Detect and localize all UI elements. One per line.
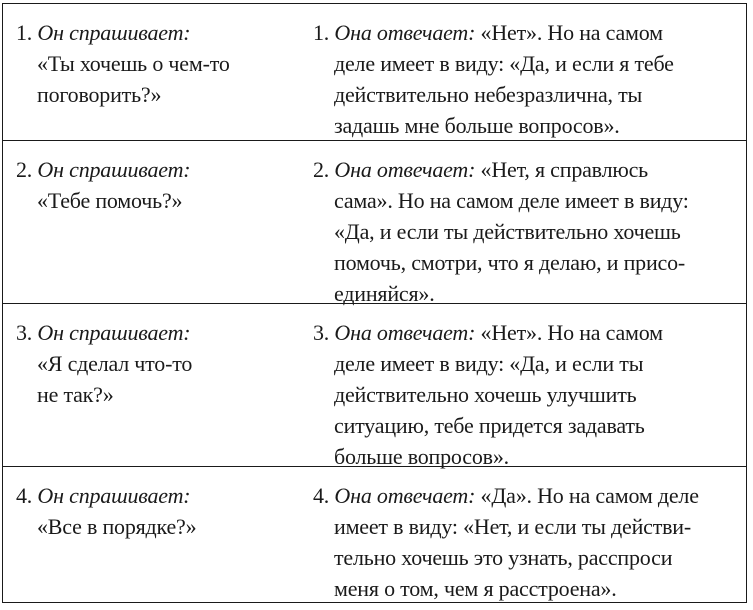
answer-text-line: деле имеет в виду: «Да, и если ты: [334, 351, 644, 376]
answer-text-line: сама». Но на самом деле имеет в виду:: [334, 188, 689, 213]
question-first-line: [16, 480, 301, 511]
item-number: 3.: [313, 320, 330, 345]
answer-first-line: [313, 17, 743, 48]
question-cell: [16, 480, 301, 542]
answer-first-line: [313, 154, 743, 185]
answer-text-line: имеет в виду: «Нет, и если ты действи-: [334, 514, 692, 539]
answer-text-line: ситуацию, тебе придется задавать: [334, 413, 645, 438]
answer-text: «Нет». Но на самом: [480, 320, 663, 345]
question-text-line: «Тебе помочь?»: [37, 188, 183, 213]
table-row: [3, 304, 746, 467]
question-cell: [16, 317, 301, 410]
answer-cell: [313, 480, 743, 604]
question-cell: [16, 17, 301, 110]
answer-text: «Нет». Но на самом: [480, 20, 663, 45]
question-first-line: [16, 317, 301, 348]
question-first-line: [16, 154, 301, 185]
table-row: [3, 4, 746, 141]
answer-text-line: деле имеет в виду: «Да, и если я тебе: [334, 51, 674, 76]
answer-cell: [313, 154, 743, 309]
answer-text-line: помочь, смотри, что я делаю, и присо-: [334, 250, 686, 275]
table-row: [3, 467, 746, 602]
question-first-line: [16, 17, 301, 48]
answer-first-line: [313, 480, 743, 511]
answer-text: «Да». Но на самом деле: [480, 483, 699, 508]
answer-cell: [313, 317, 743, 472]
answer-text-line: задашь мне больше вопросов».: [334, 113, 620, 138]
question-text-line: поговорить?»: [37, 82, 162, 107]
speaker-label: Она отвечает:: [334, 20, 476, 45]
dialogue-table: [2, 3, 747, 603]
item-number: 1.: [313, 20, 330, 45]
answer-text: «Нет, я справлюсь: [480, 157, 648, 182]
answer-first-line: [313, 317, 743, 348]
question-text-line: «Все в порядке?»: [37, 514, 197, 539]
item-number: 4.: [16, 483, 33, 508]
item-number: 2.: [16, 157, 33, 182]
question-text-line: «Я сделал что-то: [37, 351, 193, 376]
item-number: 2.: [313, 157, 330, 182]
answer-text-line: «Да, и если ты действительно хочешь: [334, 219, 681, 244]
item-number: 1.: [16, 20, 33, 45]
speaker-label: Он спрашивает:: [37, 483, 191, 508]
speaker-label: Он спрашивает:: [37, 20, 191, 45]
speaker-label: Она отвечает:: [334, 157, 476, 182]
answer-text-line: единяйся».: [334, 281, 435, 306]
question-cell: [16, 154, 301, 216]
question-text-line: «Ты хочешь о чем-то: [37, 51, 230, 76]
item-number: 3.: [16, 320, 33, 345]
answer-text-line: меня о том, чем я расстроена».: [334, 576, 617, 601]
table-row: [3, 141, 746, 304]
answer-text-line: действительно хочешь улучшить: [334, 382, 637, 407]
answer-cell: [313, 17, 743, 141]
answer-text-line: больше вопросов».: [334, 444, 509, 469]
item-number: 4.: [313, 483, 330, 508]
speaker-label: Он спрашивает:: [37, 157, 191, 182]
speaker-label: Она отвечает:: [334, 320, 476, 345]
answer-text-line: действительно небезразлична, ты: [334, 82, 643, 107]
question-text-line: не так?»: [37, 382, 114, 407]
speaker-label: Он спрашивает:: [37, 320, 191, 345]
speaker-label: Она отвечает:: [334, 483, 476, 508]
answer-text-line: тельно хочешь это узнать, расспроси: [334, 545, 673, 570]
